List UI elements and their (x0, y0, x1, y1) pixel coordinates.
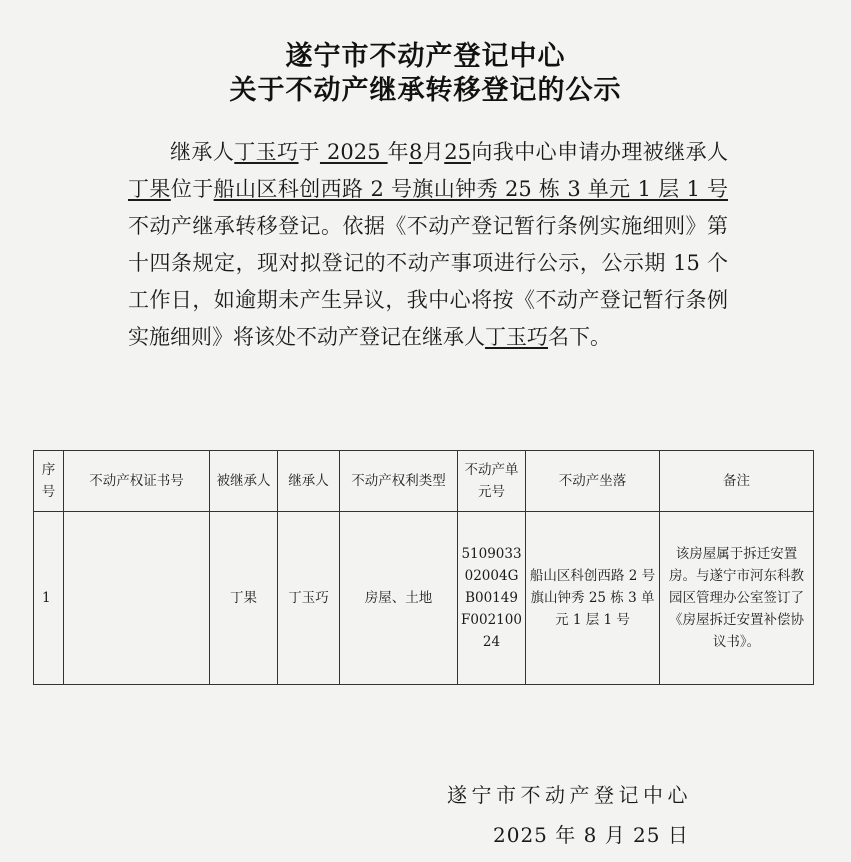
apply-day: 25 (444, 140, 471, 164)
col-header-unit-no: 不动产单元号 (458, 451, 526, 512)
cell-note: 该房屋属于拆迁安置房。与遂宁市河东科教园区管理办公室签订了《房屋拆迁安置补偿协议书》。 (660, 512, 814, 685)
col-header-heir: 继承人 (278, 451, 340, 512)
cell-right-type: 房屋、土地 (340, 512, 458, 685)
cell-unit-no: 510903302004GB00149F00210024 (458, 512, 526, 685)
heir-name: 丁玉巧 (234, 140, 299, 164)
cell-heir: 丁玉巧 (278, 512, 340, 685)
registration-table (33, 450, 814, 685)
body-text: 年 (387, 140, 410, 164)
notice-body (128, 134, 728, 356)
body-text: 名下。 (548, 325, 611, 349)
cell-cert-no (64, 512, 210, 685)
body-text: 不动产继承转移登记。依据《不动产登记暂行条例实施细则》第十四条规定，现对拟登记的不动产事项进行公示，公示期 15 个工作日，如逾期未产生异议，我中心将按《不动产登记暂行条例实施细则》将该处不动产登记在继承人 (128, 214, 728, 349)
cell-decedent: 丁果 (210, 512, 278, 685)
body-text: 于 (298, 140, 320, 164)
col-header-cert-no: 不动产权证书号 (64, 451, 210, 512)
property-location: 船山区科创西路 2 号旗山钟秀 25 栋 3 单元 1 层 1 号 (213, 177, 729, 201)
issue-date: 2025 年 8 月 25 日 (493, 823, 689, 847)
col-header-seq: 序号 (34, 451, 64, 512)
heir-name-2: 丁玉巧 (485, 325, 548, 349)
decedent-name: 丁果 (128, 177, 171, 201)
cell-location: 船山区科创西路 2 号旗山钟秀 25 栋 3 单元 1 层 1 号 (526, 512, 660, 685)
body-text: 继承人 (170, 140, 235, 164)
cell-seq: 1 (34, 512, 64, 685)
page-subtitle: 关于不动产继承转移登记的公示 (229, 75, 622, 106)
apply-year: 2025 (319, 140, 388, 164)
table-header-row (34, 451, 814, 512)
col-header-right-type: 不动产权利类型 (340, 451, 458, 512)
issuer-name: 遂宁市不动产登记中心 (447, 783, 692, 807)
body-text: 月 (422, 140, 445, 164)
body-text: 向我中心申请办理被继承人 (470, 140, 729, 164)
body-text: 位于 (170, 177, 214, 201)
col-header-location: 不动产坐落 (526, 451, 660, 512)
col-header-note: 备注 (660, 451, 814, 512)
page-title: 遂宁市不动产登记中心 (285, 41, 566, 72)
col-header-decedent: 被继承人 (210, 451, 278, 512)
table-row (34, 512, 814, 685)
apply-month: 8 (409, 140, 423, 164)
